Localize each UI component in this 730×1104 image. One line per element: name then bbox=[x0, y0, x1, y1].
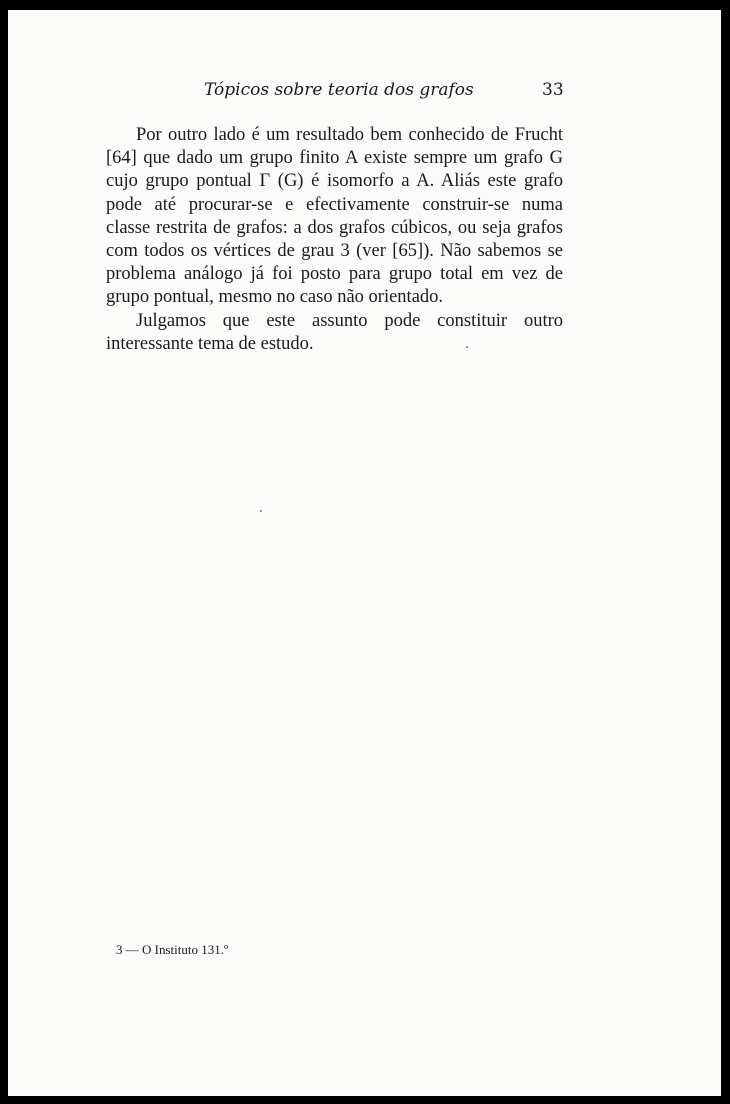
page-header bbox=[8, 80, 721, 104]
scan-speck bbox=[260, 510, 262, 512]
running-title: Tópicos sobre teoria dos grafos bbox=[204, 80, 474, 100]
printer-signature: 3 — O Instituto 131.º bbox=[116, 942, 229, 957]
scan-speck bbox=[466, 346, 468, 348]
page-number: 33 bbox=[542, 80, 564, 100]
document-page bbox=[8, 10, 721, 1096]
paragraph-2: Julgamos que este assunto pode constituir outro interessante tema de estudo. bbox=[106, 310, 563, 354]
paragraph-1: Por outro lado é um resultado bem conhecido de Frucht [64] que dado um grupo finito A existe sempre um grafo G cujo grupo pontual Γ (G) é isomorfo a A. Aliás este grafo pode até procurar-se e efectivamente construir-se numa classe restrita de grafos: a dos grafos cúbicos, ou seja grafos com todos os vértices de grau 3 (ver [65]). Não sabemos se problema análogo já foi posto para grupo total em vez de grupo pontual, mesmo no caso não orientado. bbox=[106, 125, 563, 308]
body-text bbox=[106, 124, 563, 356]
